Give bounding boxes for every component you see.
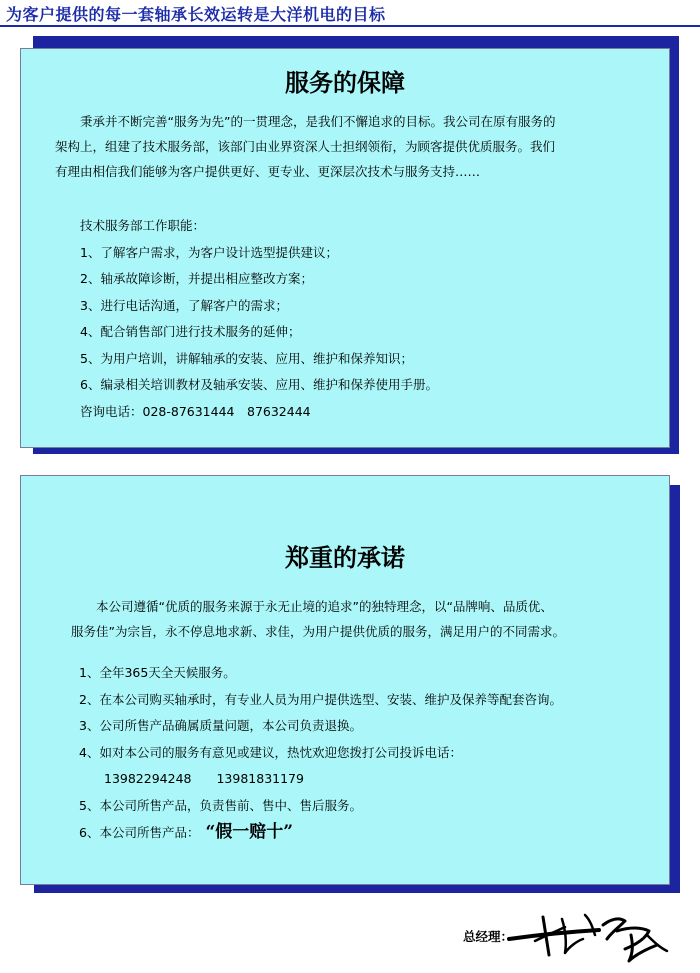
intro-paragraph [71, 594, 671, 644]
panel-title: 服务的保障 [285, 68, 405, 97]
list-item: 4、如对本公司的服务有意见或建议，热忱欢迎您拨打公司投诉电话： [79, 744, 462, 760]
list-item: 3、进行电话沟通，了解客户的需求； [80, 297, 288, 313]
intro-line: 秉承并不断完善“服务为先”的一贯理念，是我们不懈追求的目标。我公司在原有服务的 [55, 114, 556, 129]
list-item: 3、公司所售产品确属质量问题，本公司负责退换。 [79, 718, 362, 733]
intro-line: 架构上，组建了技术服务部，该部门由业界资深人士担纲领衔，为顾客提供优质服务。我们 [55, 139, 556, 154]
top-banner: 为客户提供的每一套轴承长效运转是大洋机电的目标 [6, 5, 386, 24]
signature-label: 总经理： [463, 929, 514, 944]
list-item [79, 819, 562, 846]
list-item: 2、在本公司购买轴承时，有专业人员为用户提供选型、安装、维护及保养等配套咨询。 [79, 691, 562, 707]
last-item-prefix: 6、本公司所售产品： [79, 825, 200, 840]
list-item: 4、配合销售部门进行技术服务的延伸； [80, 324, 301, 339]
complaint-phones: 13982294248 13981831179 [79, 771, 304, 786]
intro-line: 服务佳”为宗旨，永不停息地求新、求佳，为用户提供优质的服务，满足用户的不同需求。 [71, 624, 565, 639]
list-heading: 技术服务部工作职能： [80, 218, 206, 233]
intro-line: 本公司遵循“优质的服务来源于永无止境的追求”的独特理念，以“品牌响、品质优、 [71, 599, 553, 614]
panel-face [20, 475, 670, 885]
panel-title: 郑重的承诺 [285, 543, 405, 572]
handwritten-signature [507, 905, 672, 965]
list-item: 1、全年365天全天候服务。 [79, 665, 236, 680]
contact-phone: 咨询电话：028-87631444 87632444 [80, 403, 311, 419]
list-item: 5、为用户培训，讲解轴承的安装、应用、维护和保养知识； [80, 350, 413, 366]
list-item: 2、轴承故障诊断，并提出相应整改方案； [80, 271, 313, 286]
intro-line: 有理由相信我们能够为客户提供更好、更专业、更深层次技术与服务支持…… [55, 164, 481, 179]
promise-list [79, 660, 562, 846]
list-item: 5、本公司所售产品，负责售前、售中、售后服务。 [79, 797, 362, 813]
list-item: 6、编录相关培训教材及轴承安装、应用、维护和保养使用手册。 [80, 377, 438, 392]
signature-block [445, 905, 675, 965]
fake-one-pay-ten-slogan: “假一赔十” [205, 822, 294, 842]
list-item: 1、了解客户需求，为客户设计选型提供建议； [80, 244, 338, 260]
